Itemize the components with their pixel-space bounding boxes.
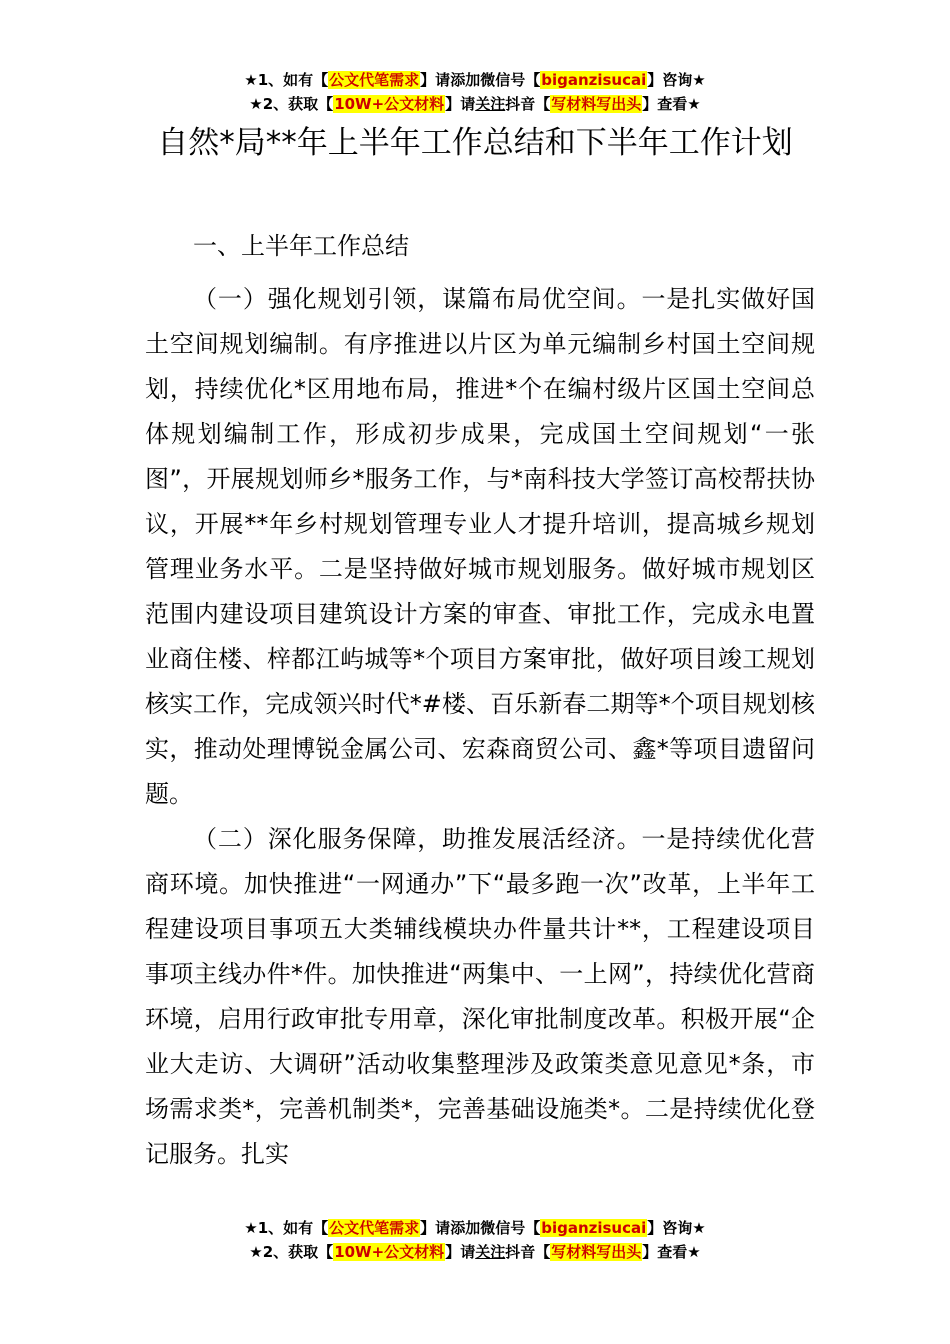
banner-highlight: 公文代笔需求 [329, 1219, 420, 1237]
banner-highlight-wechat-id: biganzisucai [541, 71, 647, 89]
banner-highlight: 10W+公文材料 [334, 95, 445, 113]
banner-text: ★1、如有【 [244, 1219, 329, 1237]
banner-text: 微信号【 [480, 71, 541, 89]
footer-banner [0, 1216, 950, 1264]
banner-line-2 [0, 1240, 950, 1264]
banner-emphasis: 关注 [475, 1243, 506, 1261]
banner-text: 】咨询★ [647, 71, 706, 89]
banner-text: 】请 [445, 1243, 476, 1261]
banner-highlight-wechat-id: biganzisucai [541, 1219, 647, 1237]
banner-line-1 [0, 68, 950, 92]
banner-highlight: 公文代笔需求 [329, 71, 420, 89]
banner-line-2 [0, 92, 950, 116]
document-title: 自然*局**年上半年工作总结和下半年工作计划 [157, 125, 793, 161]
banner-emphasis: 添加 [450, 71, 481, 89]
banner-text: ★1、如有【 [244, 71, 329, 89]
paragraph: （二）深化服务保障，助推发展活经济。一是持续优化营商环境。加快推进“一网通办”下“最多跑一次”改革，上半年工程建设项目事项五大类辅线模块办件量共计**，工程建设项目事项主线办件*件。加快推进“两集中、一上网”，持续优化营商环境，启用行政审批专用章，深化审批制度改革。积极开展“企业大走访、大调研”活动收集整理涉及政策类意见意见*条，市场需求类*，完善机制类*，完善基础设施类*。二是持续优化登记服务。扎实 [145, 825, 815, 1168]
paragraph: （一）强化规划引领，谋篇布局优空间。一是扎实做好国土空间规划编制。有序推进以片区为单元编制乡村国土空间规划，持续优化*区用地布局，推进*个在编村级片区国土空间总体规划编制工作，形成初步成果，完成国土空间规划“一张图”，开展规划师乡*服务工作，与*南科技大学签订高校帮扶协议，开展**年乡村规划管理专业人才提升培训，提高城乡规划管理业务水平。二是坚持做好城市规划服务。做好城市规划区范围内建设项目建筑设计方案的审查、审批工作，完成永电置业商住楼、梓都江屿城等*个项目方案审批，做好项目竣工规划核实工作，完成领兴时代*#楼、百乐新春二期等*个项目规划核实，推动处理博锐金属公司、宏森商贸公司、鑫*等项目遗留问题。 [145, 285, 815, 808]
banner-text: 抖音【 [505, 1243, 551, 1261]
banner-text: 微信号【 [480, 1219, 541, 1237]
banner-text: 】查看★ [642, 95, 701, 113]
banner-highlight-douyin: 写材料写出头 [551, 1243, 642, 1261]
banner-text: 】请 [420, 1219, 451, 1237]
banner-emphasis: 关注 [475, 95, 506, 113]
banner-highlight-douyin: 写材料写出头 [551, 95, 642, 113]
banner-text: 】咨询★ [647, 1219, 706, 1237]
banner-highlight: 10W+公文材料 [334, 1243, 445, 1261]
banner-text: ★2、获取【 [249, 95, 334, 113]
banner-text: 】请 [445, 95, 476, 113]
banner-text: 】查看★ [642, 1243, 701, 1261]
banner-line-1 [0, 1216, 950, 1240]
section-heading: 一、上半年工作总结 [193, 232, 409, 260]
document-body [145, 224, 815, 1177]
banner-emphasis: 添加 [450, 1219, 481, 1237]
banner-text: 】请 [420, 71, 451, 89]
header-banner [0, 68, 950, 116]
banner-text: ★2、获取【 [249, 1243, 334, 1261]
banner-text: 抖音【 [505, 95, 551, 113]
